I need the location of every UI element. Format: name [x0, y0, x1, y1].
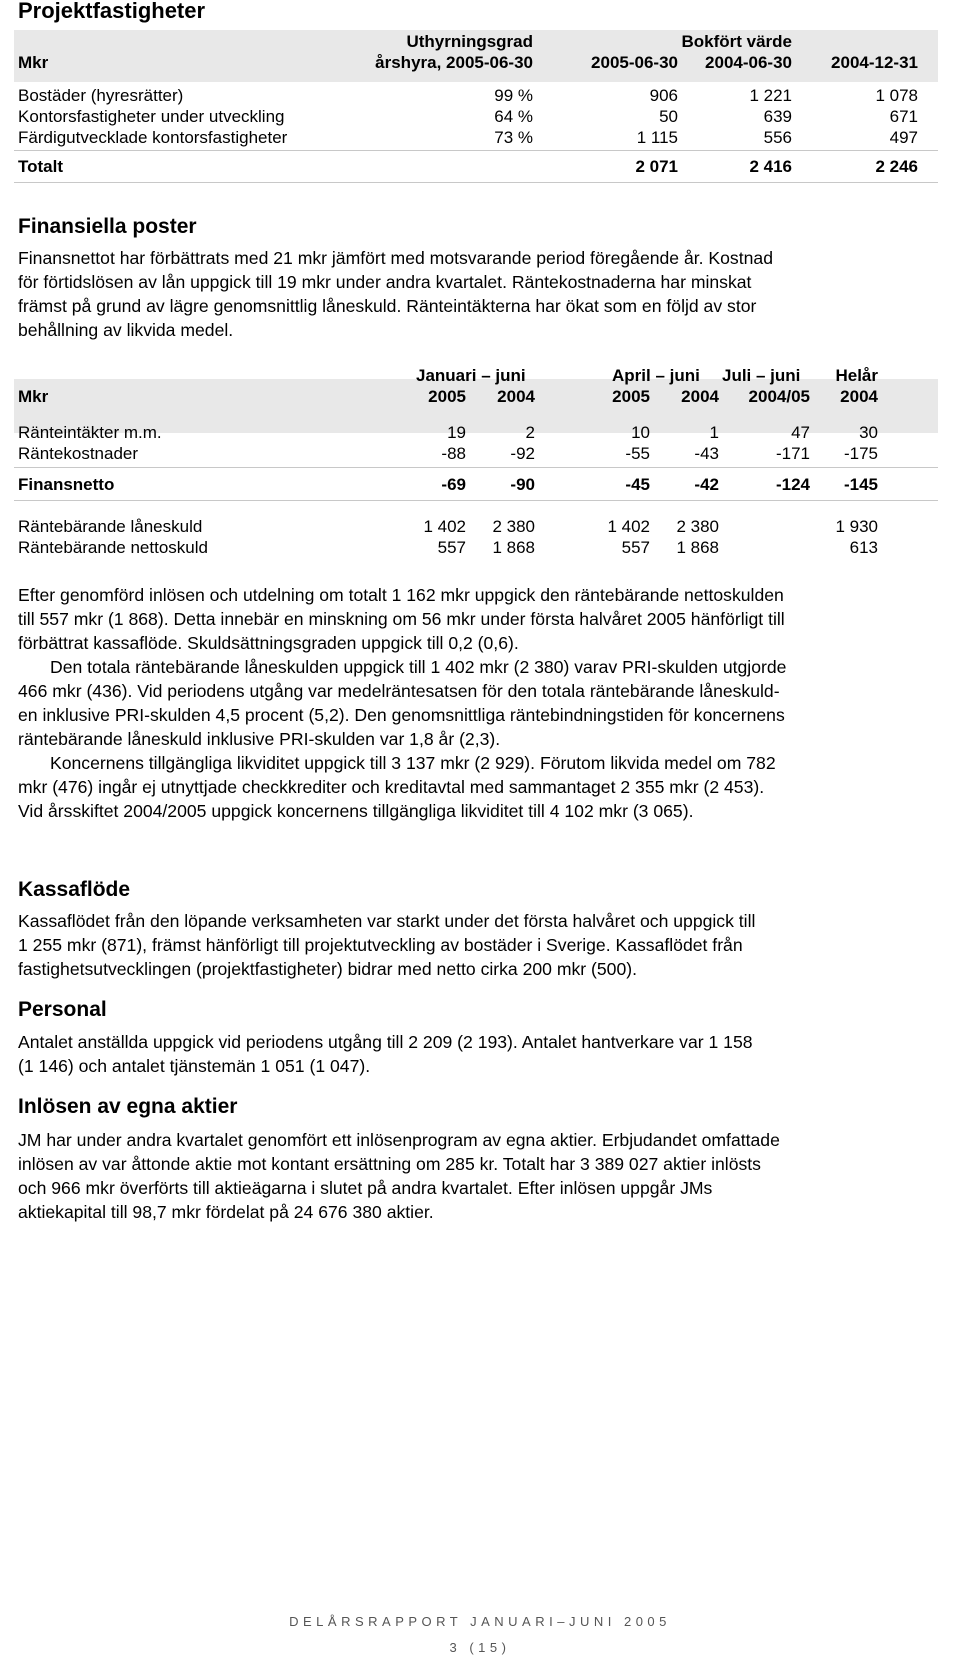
cell-value: 19	[447, 423, 466, 442]
total-value: 2 246	[875, 157, 918, 176]
cell-value: 47	[791, 423, 810, 442]
col-header-april-juni: April – juni	[612, 366, 700, 385]
cell-value: -55	[625, 444, 650, 463]
text-line: förbättrat kassaflöde. Skuldsättningsgraden uppgick till 0,2 (0,6).	[18, 633, 519, 653]
cell-value: 1 868	[676, 538, 719, 557]
cell-value: 639	[763, 107, 792, 126]
divider	[14, 467, 938, 468]
text-line: JM har under andra kvartalet genomfört ett inlösenprogram av egna aktier. Erbjudandet omfattade	[18, 1130, 780, 1150]
text-line: Finansnettot har förbättrats med 21 mkr jämfört med motsvarande period föregående år. Kostnad	[18, 248, 773, 268]
text-line: Antalet anställda uppgick vid periodens utgång till 2 209 (2 193). Antalet hantverkare var 1 158	[18, 1032, 753, 1052]
col-header-year: 2005	[428, 387, 466, 406]
footer-page-number: 3 (15)	[449, 1640, 511, 1655]
cell-value: 671	[889, 107, 918, 126]
total-value: -42	[694, 475, 719, 494]
cell-value: 613	[849, 538, 878, 557]
col-header-mkr: Mkr	[18, 53, 49, 72]
cell-value: 1 115	[636, 128, 678, 147]
cell-value: 1 930	[835, 517, 878, 536]
cell-value: 1 078	[875, 86, 918, 105]
paragraph-finansiella-poster	[18, 246, 928, 342]
text-line: räntebärande låneskuld inklusive PRI-skulden var 1,8 år (2,3).	[18, 729, 501, 749]
row-label: Räntebärande låneskuld	[18, 517, 203, 536]
section-heading-kassaflode: Kassaflöde	[18, 878, 131, 901]
cell-value: -88	[441, 444, 466, 463]
paragraph-nettoskuld	[18, 583, 928, 823]
divider	[14, 182, 938, 183]
cell-grad: 73 %	[494, 128, 533, 147]
col-header-year: 2004	[497, 387, 535, 406]
cell-value: 557	[621, 538, 650, 557]
cell-value: 2 380	[492, 517, 535, 536]
col-header-helar: Helår	[835, 366, 878, 385]
text-line: en inklusive PRI-skulden 4,5 procent (5,2). Den genomsnittliga räntebindningstiden för koncernens	[18, 705, 785, 725]
text-line: fastighetsutvecklingen (projektfastigheter) bidrar med netto cirka 200 mkr (500).	[18, 959, 638, 979]
text-line: för förtidslösen av lån uppgick till 19 mkr under andra kvartalet. Räntekostnaderna har minskat	[18, 272, 752, 292]
section-heading-inlosen: Inlösen av egna aktier	[18, 1095, 238, 1118]
col-header-year: 2004	[681, 387, 719, 406]
row-label: Ränteintäkter m.m.	[18, 423, 162, 442]
col-header-uthyrningsgrad: Uthyrningsgrad	[406, 32, 533, 51]
divider	[14, 150, 938, 151]
paragraph-kassaflode	[18, 909, 928, 981]
col-header-juli-juni: Juli – juni	[722, 366, 801, 385]
cell-value: 1 868	[492, 538, 535, 557]
cell-value: 1 402	[607, 517, 650, 536]
row-label: Räntekostnader	[18, 444, 139, 463]
text-line: Efter genomförd inlösen och utdelning om totalt 1 162 mkr uppgick den räntebärande nettoskulden	[18, 585, 784, 605]
col-header-2004-06-30: 2004-06-30	[705, 53, 792, 72]
text-line: behållning av likvida medel.	[18, 320, 234, 340]
cell-value: 497	[889, 128, 918, 147]
cell-value: 10	[631, 423, 650, 442]
text-line: Kassaflödet från den löpande verksamheten var starkt under det första halvåret och uppgick till	[18, 911, 756, 931]
col-header-mkr: Mkr	[18, 387, 49, 406]
cell-value: 557	[437, 538, 466, 557]
text-line: 466 mkr (436). Vid periodens utgång var medelräntesatsen för den totala räntebärande låneskuld-	[18, 681, 780, 701]
text-line: inlösen av var åttonde aktie mot kontant ersättning om 285 kr. Totalt har 3 389 027 aktier inlösts	[18, 1154, 761, 1174]
cell-value: 30	[859, 423, 878, 442]
cell-value: 556	[763, 128, 792, 147]
col-header-arshyra: årshyra, 2005-06-30	[375, 53, 533, 72]
row-label: Bostäder (hyresrätter)	[18, 86, 184, 105]
col-header-januari-juni: Januari – juni	[416, 366, 526, 385]
paragraph-inlosen	[18, 1128, 928, 1224]
cell-value: -175	[843, 444, 878, 463]
text-line: Koncernens tillgängliga likviditet uppgick till 3 137 mkr (2 929). Förutom likvida medel om 782	[50, 753, 776, 773]
col-header-year: 2004/05	[748, 387, 810, 406]
total-label: Totalt	[18, 157, 64, 176]
text-line: Den totala räntebärande låneskulden uppgick till 1 402 mkr (2 380) varav PRI-skulden utgjorde	[50, 657, 787, 677]
cell-value: 1 221	[749, 86, 792, 105]
total-value: -124	[775, 475, 810, 494]
cell-grad: 99 %	[494, 86, 533, 105]
total-value: -145	[843, 475, 878, 494]
total-value: -45	[625, 475, 650, 494]
cell-value: 1	[709, 423, 719, 442]
cell-value: -92	[510, 444, 535, 463]
text-line: till 557 mkr (1 868). Detta innebär en minskning om 56 mkr under första halvåret 2005 hänförligt till	[18, 609, 785, 629]
total-label: Finansnetto	[18, 475, 115, 494]
total-value: 2 071	[635, 157, 678, 176]
total-value: 2 416	[749, 157, 792, 176]
section-heading-finansiella-poster: Finansiella poster	[18, 215, 197, 238]
total-value: -90	[510, 475, 535, 494]
cell-value: 50	[659, 107, 678, 126]
text-line: Vid årsskiftet 2004/2005 uppgick koncernens tillgängliga likviditet till 4 102 mkr (3 065).	[18, 801, 694, 821]
cell-value: -43	[694, 444, 719, 463]
text-line: mkr (476) ingår ej utnyttjade checkkrediter och kreditavtal med sammantaget 2 355 mkr (2 453).	[18, 777, 765, 797]
text-line: främst på grund av lägre genomsnittlig låneskuld. Ränteintäkterna har ökat som en följd av stor	[18, 296, 757, 316]
text-line: 1 255 mkr (871), främst hänförligt till projektutveckling av bostäder i Sverige. Kassaflödet från	[18, 935, 743, 955]
cell-value: 906	[649, 86, 678, 105]
text-line: och 966 mkr överförts till aktieägarna i slutet på andra kvartalet. Efter inlösen uppgår JMs	[18, 1178, 713, 1198]
cell-value: -171	[775, 444, 810, 463]
footer-report-title: DELÅRSRAPPORT JANUARI–JUNI 2005	[289, 1614, 671, 1629]
cell-value: 1 402	[423, 517, 466, 536]
text-line: (1 146) och antalet tjänstemän 1 051 (1 047).	[18, 1056, 371, 1076]
cell-grad: 64 %	[494, 107, 533, 126]
cell-value: 2 380	[676, 517, 719, 536]
cell-value: 2	[525, 423, 535, 442]
section-heading-projektfastigheter: Projektfastigheter	[18, 0, 206, 23]
row-label: Färdigutvecklade kontorsfastigheter	[18, 128, 288, 147]
col-header-2004-12-31: 2004-12-31	[831, 53, 918, 72]
paragraph-personal	[18, 1030, 928, 1078]
row-label: Räntebärande nettoskuld	[18, 538, 208, 557]
col-header-year: 2005	[612, 387, 650, 406]
row-label: Kontorsfastigheter under utveckling	[18, 107, 285, 126]
section-heading-personal: Personal	[18, 998, 107, 1021]
col-header-2005-06-30: 2005-06-30	[591, 53, 678, 72]
col-header-bokfort-varde: Bokfört värde	[681, 32, 792, 51]
text-line: aktiekapital till 98,7 mkr fördelat på 24 676 380 aktier.	[18, 1202, 434, 1222]
divider	[14, 500, 938, 501]
col-header-year: 2004	[840, 387, 878, 406]
total-value: -69	[441, 475, 466, 494]
